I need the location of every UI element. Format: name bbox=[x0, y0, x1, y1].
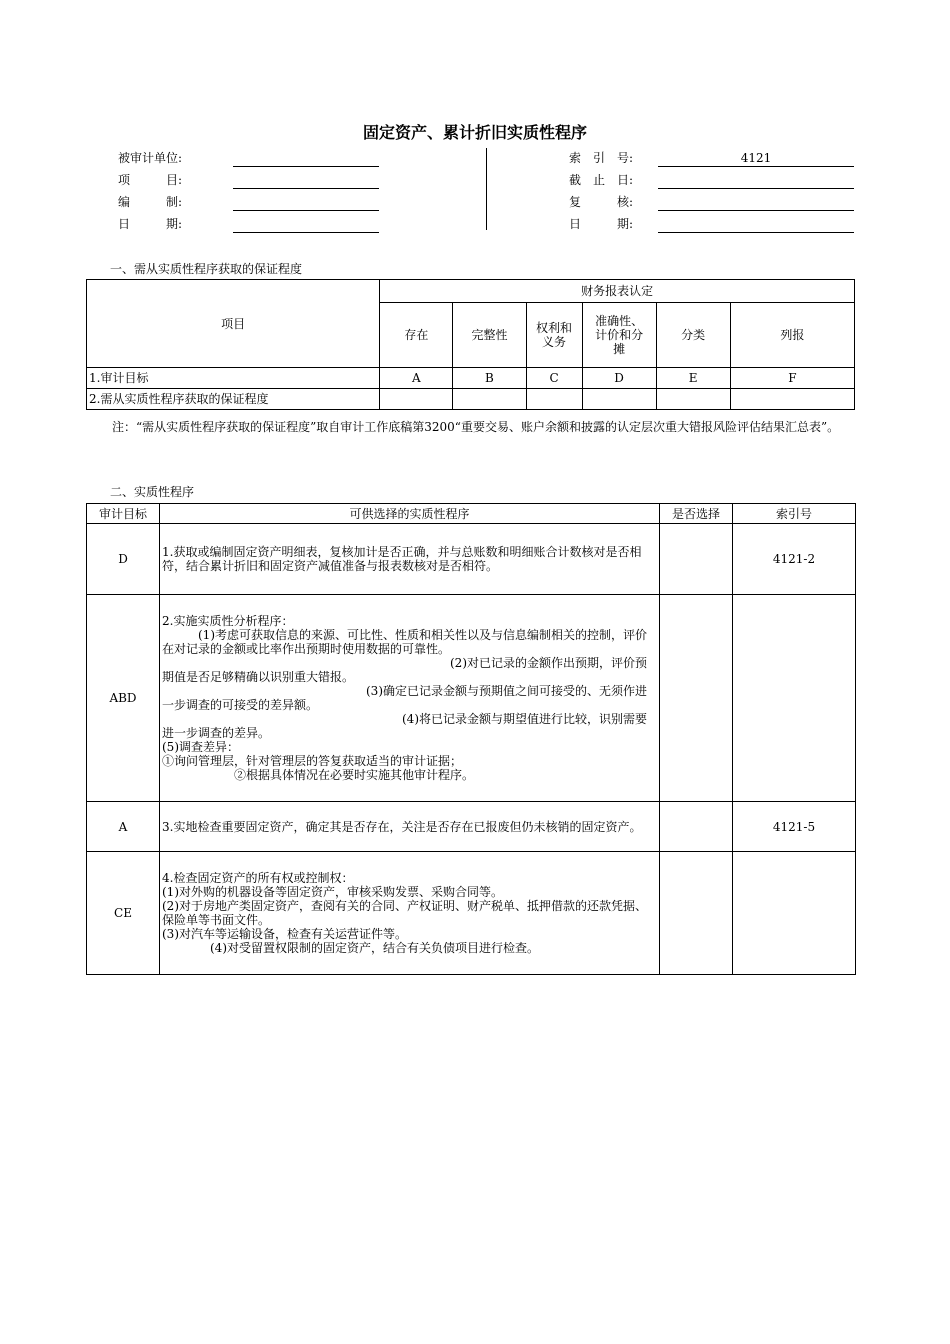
selected-cell[interactable] bbox=[660, 595, 733, 802]
index-cell bbox=[733, 595, 856, 802]
index-number-field[interactable]: 4121 bbox=[658, 150, 854, 167]
preparer-field[interactable] bbox=[233, 194, 379, 211]
row-label: 2.需从实质性程序获取的保证程度 bbox=[87, 389, 380, 410]
reviewer-label: 复 核: bbox=[569, 195, 634, 209]
cell-value: D bbox=[582, 368, 656, 389]
section2-heading: 二、实质性程序 bbox=[110, 485, 195, 499]
cell-value: E bbox=[656, 368, 730, 389]
audit-target: ABD bbox=[87, 595, 160, 802]
col-existence: 存在 bbox=[380, 303, 453, 368]
project-label: 项 目: bbox=[118, 173, 183, 187]
col-audit-target: 审计目标 bbox=[87, 504, 160, 524]
procedure-text: 2.实施实质性分析程序： (1)考虑可获取信息的来源、可比性、性质和相关性以及与信息编制相关的控制，评价在对记录的金额或比率作出预期时使用数据的可靠性。 (2)对已记录的金额作出预期，评价预期值是否足够精确以识别重大错报。 (3)确定已记录金额与预期值之间可接受的、无须作进一步调查的可接受的差异额。 (4)将已记录金额与期望值进行比较，识别需要进一步调查的差异。 (5)调查差异： ①询问管理层，针对管理层的答复获取适当的审计证据； ②根据具体情况在必要时实施其他审计程序。 bbox=[160, 595, 660, 802]
procedures-table bbox=[86, 503, 856, 975]
cell-input[interactable] bbox=[526, 389, 582, 410]
cell-input[interactable] bbox=[730, 389, 854, 410]
cell-value: F bbox=[730, 368, 854, 389]
cell-input[interactable] bbox=[656, 389, 730, 410]
col-index: 索引号 bbox=[733, 504, 856, 524]
prepare-date-field[interactable] bbox=[233, 216, 379, 233]
index-number-label: 索 引 号: bbox=[569, 151, 634, 165]
cell-value: A bbox=[380, 368, 453, 389]
item-header: 项目 bbox=[87, 280, 380, 368]
row-label: 1.审计目标 bbox=[87, 368, 380, 389]
table-row bbox=[87, 524, 856, 595]
col-selected: 是否选择 bbox=[660, 504, 733, 524]
cell-input[interactable] bbox=[453, 389, 526, 410]
audited-unit-label: 被审计单位: bbox=[118, 151, 183, 165]
cell-value: B bbox=[453, 368, 526, 389]
reviewer-field[interactable] bbox=[658, 194, 854, 211]
cutoff-date-field[interactable] bbox=[658, 172, 854, 189]
procedure-text: 1.获取或编制固定资产明细表，复核加计是否正确，并与总账数和明细账合计数核对是否相符，结合累计折旧和固定资产减值准备与报表数核对是否相符。 bbox=[160, 524, 660, 595]
cell-input[interactable] bbox=[582, 389, 656, 410]
audit-target: D bbox=[87, 524, 160, 595]
preparer-label: 编 制: bbox=[118, 195, 183, 209]
cell-input[interactable] bbox=[380, 389, 453, 410]
section1-note: 注：“需从实质性程序获取的保证程度”取自审计工作底稿第3200“重要交易、账户余额和披露的认定层次重大错报风险评估结果汇总表”。 bbox=[88, 420, 840, 434]
audit-target: CE bbox=[87, 852, 160, 975]
assurance-table bbox=[86, 279, 855, 410]
selected-cell[interactable] bbox=[660, 524, 733, 595]
table-row bbox=[87, 595, 856, 802]
audit-target: A bbox=[87, 802, 160, 852]
cell-value: C bbox=[526, 368, 582, 389]
col-completeness: 完整性 bbox=[453, 303, 526, 368]
section1-heading: 一、需从实质性程序获取的保证程度 bbox=[110, 262, 303, 276]
index-cell: 4121-5 bbox=[733, 802, 856, 852]
col-procedures: 可供选择的实质性程序 bbox=[160, 504, 660, 524]
procedure-text: 4.检查固定资产的所有权或控制权： (1)对外购的机器设备等固定资产，审核采购发票、采购合同等。 (2)对于房地产类固定资产，查阅有关的合同、产权证明、财产税单、抵押借款的还款凭据、保险单等书面文件。 (3)对汽车等运输设备，检查有关运营证件等。 (4)对受留置权限制的固定资产，结合有关负债项目进行检查。 bbox=[160, 852, 660, 975]
header-divider bbox=[486, 148, 487, 230]
col-presentation: 列报 bbox=[730, 303, 854, 368]
procedure-text: 3.实地检查重要固定资产，确定其是否存在，关注是否存在已报废但仍未核销的固定资产。 bbox=[160, 802, 660, 852]
review-date-label: 日 期: bbox=[569, 217, 634, 231]
table-row bbox=[87, 852, 856, 975]
table-row bbox=[87, 802, 856, 852]
assertions-group-header: 财务报表认定 bbox=[380, 280, 855, 303]
table-row bbox=[87, 389, 855, 410]
table-row bbox=[87, 368, 855, 389]
page-title: 固定资产、累计折旧实质性程序 bbox=[362, 123, 587, 142]
index-cell: 4121-2 bbox=[733, 524, 856, 595]
project-field[interactable] bbox=[233, 172, 379, 189]
selected-cell[interactable] bbox=[660, 802, 733, 852]
audited-unit-field[interactable] bbox=[233, 150, 379, 167]
col-rights-obligations: 权利和 义务 bbox=[526, 303, 582, 368]
col-classification: 分类 bbox=[656, 303, 730, 368]
review-date-field[interactable] bbox=[658, 216, 854, 233]
cutoff-date-label: 截 止 日: bbox=[569, 173, 634, 187]
index-cell bbox=[733, 852, 856, 975]
selected-cell[interactable] bbox=[660, 852, 733, 975]
col-valuation: 准确性、 计价和分 摊 bbox=[582, 303, 656, 368]
prepare-date-label: 日 期: bbox=[118, 217, 183, 231]
